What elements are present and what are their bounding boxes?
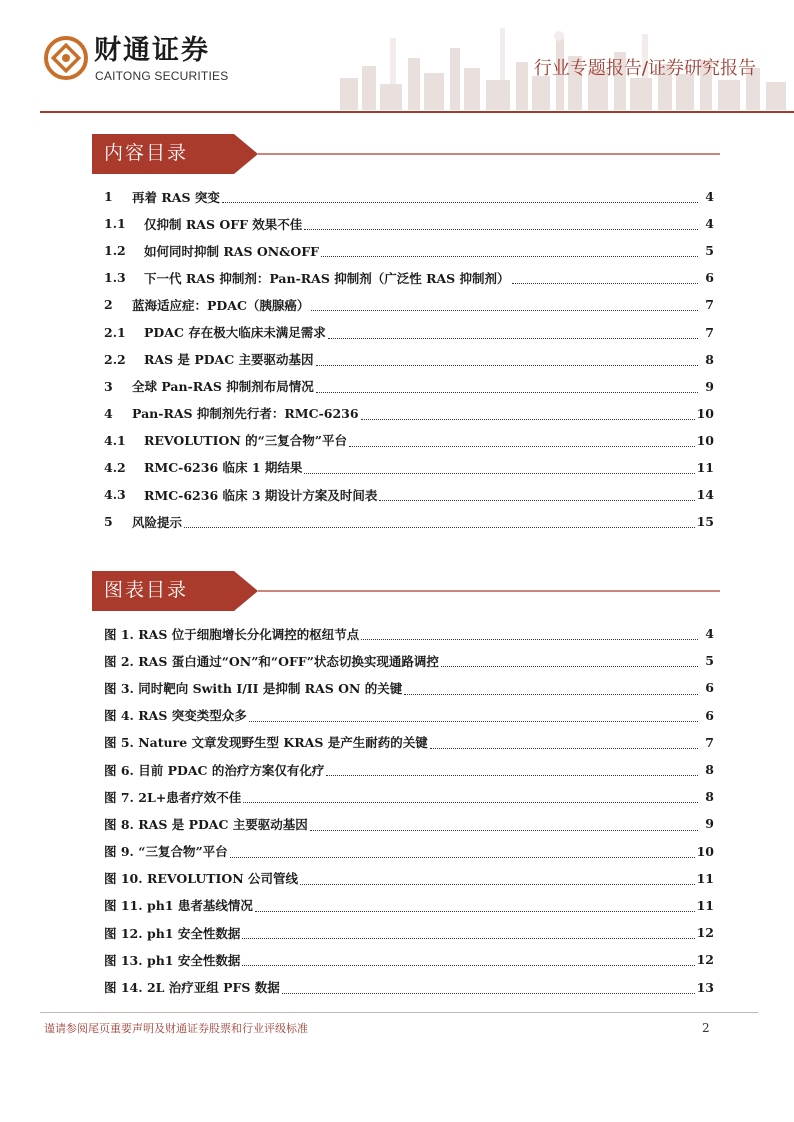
figure-entry-page: 11 — [696, 870, 714, 886]
dot-leader — [282, 985, 695, 994]
dot-leader — [326, 767, 698, 776]
dot-leader — [379, 492, 694, 501]
figure-entry-page: 8 — [705, 789, 714, 805]
figure-entry-title: 图 3. 同时靶向 Swith I/II 是抑制 RAS ON 的关键 — [104, 680, 403, 696]
dot-leader — [316, 357, 698, 366]
toc-entry-title: Pan-RAS 抑制剂先行者：RMC-6236 — [132, 406, 359, 422]
toc-entry-title: 全球 Pan-RAS 抑制剂布局情况 — [132, 379, 314, 395]
toc-entry-page: 14 — [696, 487, 714, 503]
dot-leader — [430, 740, 698, 749]
figure-entry-title: 图 4. RAS 突变类型众多 — [104, 708, 247, 724]
toc-entry[interactable] — [104, 264, 714, 291]
figures-heading-banner — [92, 571, 728, 611]
toc-entry-page: 4 — [705, 216, 714, 232]
footer-disclaimer: 谨请参阅尾页重要声明及财通证券股票和行业评级标准 — [44, 1022, 308, 1035]
toc-entry-number: 2.1 — [104, 324, 126, 340]
toc-entry-title: RMC-6236 临床 1 期结果 — [144, 460, 303, 476]
figure-entry-page: 6 — [705, 680, 714, 696]
caitong-logo-icon — [44, 36, 88, 80]
toc-entry[interactable] — [104, 400, 714, 427]
contents-heading-banner — [92, 134, 728, 174]
figure-entry[interactable] — [104, 729, 714, 756]
dot-leader — [328, 330, 698, 339]
figure-entry-page: 7 — [705, 734, 714, 750]
dot-leader — [242, 930, 694, 939]
footer-divider — [40, 1012, 758, 1013]
dot-leader — [222, 194, 698, 203]
figure-entry-title: 图 10. REVOLUTION 公司管线 — [104, 871, 299, 887]
figure-entry-title: 图 9. “三复合物”平台 — [104, 844, 228, 860]
toc-entry[interactable] — [104, 427, 714, 454]
toc-entry[interactable] — [104, 373, 714, 400]
toc-entry-title: REVOLUTION 的“三复合物”平台 — [144, 433, 347, 449]
dot-leader — [404, 686, 698, 695]
toc-entry-title: RMC-6236 临床 3 期设计方案及时间表 — [144, 487, 378, 503]
toc-entry-title: 蓝海适应症：PDAC（胰腺癌） — [132, 297, 310, 313]
toc-entry-number: 4.3 — [104, 487, 126, 503]
figure-entry-page: 12 — [696, 925, 714, 941]
toc-entry-page: 11 — [696, 459, 714, 475]
toc-entry-number: 5 — [104, 514, 113, 530]
figure-entry-title: 图 13. ph1 安全性数据 — [104, 952, 241, 968]
figure-entry-page: 11 — [696, 897, 714, 913]
toc-entry[interactable] — [104, 318, 714, 345]
figure-entry-title: 图 8. RAS 是 PDAC 主要驱动基因 — [104, 816, 308, 832]
toc-entry[interactable] — [104, 237, 714, 264]
dot-leader — [321, 248, 698, 257]
toc-entry-page: 15 — [696, 514, 714, 530]
toc-entry-title: 仅抑制 RAS OFF 效果不佳 — [144, 216, 303, 232]
dot-leader — [349, 438, 695, 447]
figure-entry[interactable] — [104, 647, 714, 674]
figure-entry-title: 图 5. Nature 文章发现野生型 KRAS 是产生耐药的关键 — [104, 735, 428, 751]
toc-entry-number: 4 — [104, 405, 113, 421]
toc-entry-page: 6 — [705, 270, 714, 286]
contents-heading: 内容目录 — [104, 142, 189, 164]
toc-entry-number: 4.1 — [104, 432, 126, 448]
toc-entry-page: 10 — [696, 405, 714, 421]
dot-leader — [242, 957, 694, 966]
toc-entry-number: 1 — [104, 189, 113, 205]
toc-entry[interactable] — [104, 454, 714, 481]
figure-entry-title: 图 6. 目前 PDAC 的治疗方案仅有化疗 — [104, 762, 325, 778]
figure-entry[interactable] — [104, 783, 714, 810]
toc-entry-title: RAS 是 PDAC 主要驱动基因 — [144, 352, 314, 368]
dot-leader — [304, 221, 698, 230]
dot-leader — [512, 275, 698, 284]
figure-entry[interactable] — [104, 919, 714, 946]
figure-entry-page: 5 — [705, 653, 714, 669]
dot-leader — [311, 302, 698, 311]
figure-entry[interactable] — [104, 810, 714, 837]
dot-leader — [243, 794, 698, 803]
toc-entry-number: 1.2 — [104, 243, 126, 259]
toc-entry-number: 2.2 — [104, 351, 126, 367]
header-divider — [40, 111, 794, 113]
figure-entry-page: 10 — [696, 843, 714, 859]
toc-entry[interactable] — [104, 346, 714, 373]
toc-entry[interactable] — [104, 291, 714, 318]
figure-entry-page: 13 — [696, 979, 714, 995]
figure-entry[interactable] — [104, 892, 714, 919]
figure-entry-title: 图 11. ph1 患者基线情况 — [104, 898, 253, 914]
toc-entry-page: 8 — [705, 351, 714, 367]
figure-entry-page: 4 — [705, 626, 714, 642]
toc-entry-number: 1.3 — [104, 270, 126, 286]
figure-entry[interactable] — [104, 865, 714, 892]
toc-entry-title: 风险提示 — [132, 514, 183, 530]
dot-leader — [230, 849, 695, 858]
toc-entry-page: 7 — [705, 324, 714, 340]
toc-entry-number: 3 — [104, 378, 113, 394]
dot-leader — [441, 658, 698, 667]
toc-entry-title: 再着 RAS 突变 — [132, 189, 220, 205]
figure-entry[interactable] — [104, 674, 714, 701]
figure-entry[interactable] — [104, 756, 714, 783]
toc-entry-page: 5 — [705, 243, 714, 259]
figure-entry-title: 图 14. 2L 治疗亚组 PFS 数据 — [104, 980, 280, 996]
toc-entry-title: 如何同时抑制 RAS ON&OFF — [144, 243, 320, 259]
figure-entry[interactable] — [104, 702, 714, 729]
table-of-contents — [104, 183, 714, 535]
dot-leader — [300, 876, 695, 885]
toc-entry-title: 下一代 RAS 抑制剂：Pan-RAS 抑制剂（广泛性 RAS 抑制剂） — [144, 270, 510, 286]
report-type: 行业专题报告/证券研究报告 — [533, 58, 756, 79]
figure-entry-page: 6 — [705, 707, 714, 723]
dot-leader — [316, 384, 698, 393]
figure-entry[interactable] — [104, 838, 714, 865]
dot-leader — [304, 465, 694, 474]
figure-entry-page: 9 — [705, 816, 714, 832]
brand-name-cn: 财通证券 — [94, 35, 210, 66]
toc-entry-page: 7 — [705, 297, 714, 313]
toc-entry[interactable] — [104, 210, 714, 237]
dot-leader — [361, 411, 695, 420]
figure-entry[interactable] — [104, 973, 714, 1000]
page-number: 2 — [702, 1021, 710, 1035]
toc-entry-number: 4.2 — [104, 459, 126, 475]
dot-leader — [184, 519, 695, 528]
brand-name-en: CAITONG SECURITIES — [95, 69, 229, 83]
list-of-figures — [104, 620, 714, 1001]
toc-entry-page: 4 — [705, 189, 714, 205]
toc-entry-number: 2 — [104, 297, 113, 313]
figure-entry-title: 图 2. RAS 蛋白通过“ON”和“OFF”状态切换实现通路调控 — [104, 653, 439, 669]
toc-entry-number: 1.1 — [104, 216, 126, 232]
toc-entry[interactable] — [104, 481, 714, 508]
toc-entry-title: PDAC 存在极大临床未满足需求 — [144, 325, 326, 341]
dot-leader — [249, 713, 698, 722]
figure-entry[interactable] — [104, 620, 714, 647]
toc-entry[interactable] — [104, 183, 714, 210]
figure-entry[interactable] — [104, 946, 714, 973]
figure-entry-page: 8 — [705, 762, 714, 778]
toc-entry-page: 10 — [696, 432, 714, 448]
toc-entry-page: 9 — [705, 378, 714, 394]
figure-entry-page: 12 — [696, 952, 714, 968]
page-header — [0, 0, 794, 116]
dot-leader — [255, 903, 695, 912]
figures-heading: 图表目录 — [104, 579, 189, 601]
toc-entry[interactable] — [104, 508, 714, 535]
figure-entry-title: 图 12. ph1 安全性数据 — [104, 925, 241, 941]
figure-entry-title: 图 7. 2L+患者疗效不佳 — [104, 789, 242, 805]
dot-leader — [361, 631, 698, 640]
dot-leader — [310, 822, 698, 831]
figure-entry-title: 图 1. RAS 位于细胞增长分化调控的枢纽节点 — [104, 626, 360, 642]
